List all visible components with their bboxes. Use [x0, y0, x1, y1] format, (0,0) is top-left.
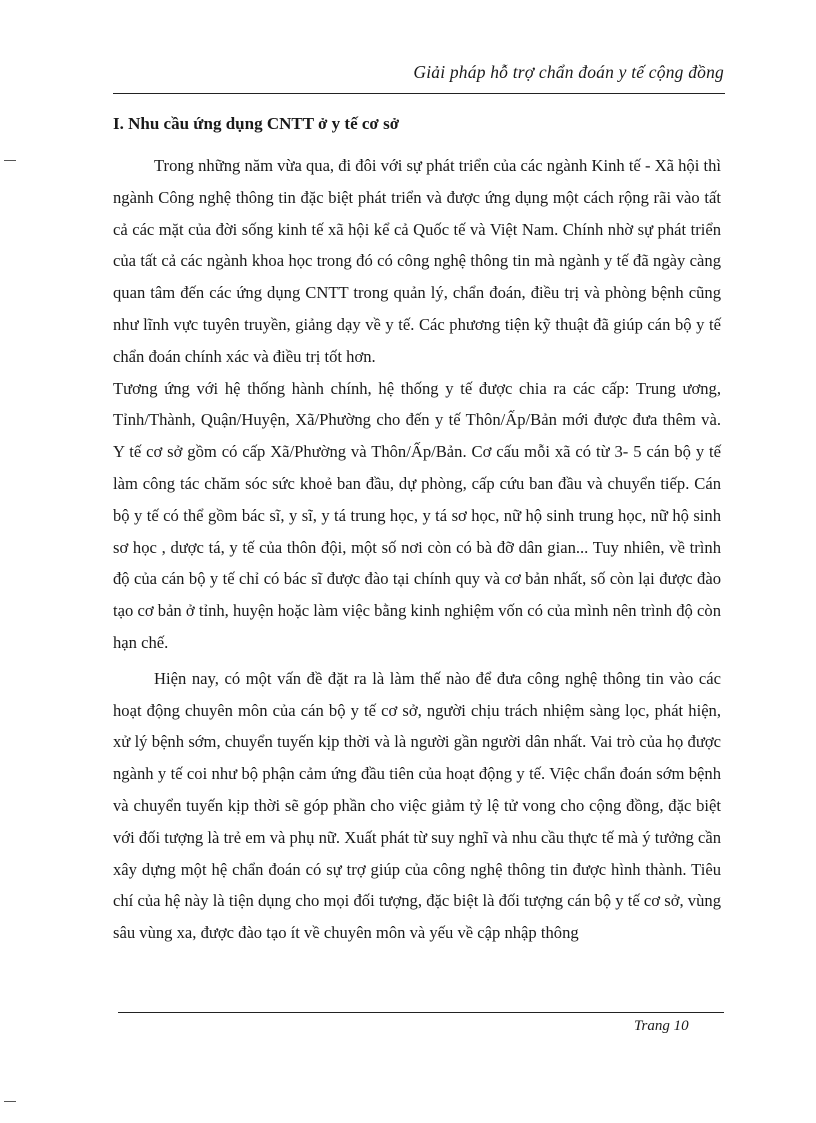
- paragraph-problem-statement: Hiện nay, có một vấn đề đặt ra là làm thế nào để đưa công nghệ thông tin vào các hoạt động chuyên môn của cán bộ y tế cơ sở, người chịu trách nhiệm sàng lọc, phát hiện, xử lý bệnh sớm, chuyển tuyến kịp thời và là người gần người dân nhất. Vai trò của họ được ngành y tế coi như bộ phận cảm ứng đầu tiên của hoạt động y tế. Việc chẩn đoán sớm bệnh và chuyển tuyến kịp thời sẽ góp phần cho việc giảm tỷ lệ tử vong cho cộng đồng, đặc biệt với đối tượng là trẻ em và phụ nữ. Xuất phát từ suy nghĩ và nhu cầu thực tế mà ý tưởng cần xây dựng một hệ chẩn đoán có sự trợ giúp của công nghệ thông tin được hình thành. Tiêu chí của hệ này là tiện dụng cho mọi đối tượng, đặc biệt là đối tượng cán bộ y tế cơ sở, vùng sâu vùng xa, được đào tạo ít về chuyên môn và yếu về cập nhập thông: [113, 668, 721, 943]
- page-number: Trang 10: [634, 1018, 689, 1034]
- margin-tick-mark: [4, 1101, 16, 1102]
- paragraph-intro: Trong những năm vừa qua, đi đôi với sự phát triển của các ngành Kinh tế - Xã hội thì ngành Công nghệ thông tin đặc biệt phát triển và được ứng dụng một cách rộng rãi vào tất cả các mặt của đời sống kinh tế xã hội kể cả Quốc tế và Việt Nam. Chính nhờ sự phát triển của tất cả các ngành khoa học trong đó có công nghệ thông tin mà ngành y tế đã ngày càng quan tâm đến các ứng dụng CNTT trong quản lý, chẩn đoán, điều trị và phòng bệnh cũng như lĩnh vực tuyên truyền, giảng dạy về y tế. Các phương tiện kỹ thuật đã giúp cán bộ y tế chẩn đoán chính xác và điều trị tốt hơn.: [113, 156, 721, 366]
- margin-tick-mark: [4, 160, 16, 161]
- paragraph-health-system: Tương ứng với hệ thống hành chính, hệ thống y tế được chia ra các cấp: Trung ương, Tỉnh/Thành, Quận/Huyện, Xã/Phường cho đến y tế Thôn/Ấp/Bản mới được đưa thêm và. Y tế cơ sở gồm có cấp Xã/Phường và Thôn/Ấp/Bản. Cơ cấu mỗi xã có từ 3- 5 cán bộ y tế làm công tác chăm sóc sức khoẻ ban đầu, dự phòng, cấp cứu ban đầu và chuyển tiếp. Cán bộ y tế có thể gồm bác sĩ, y sĩ, y tá trung học, y tá sơ học, nữ hộ sinh trung học, nữ hộ sinh sơ học , dược tá, y tế của thôn đội, một số nơi còn có bà đỡ dân gian... Tuy nhiên, về trình độ của cán bộ y tế chỉ có bác sĩ được đào tại chính quy và cơ bản nhất, số còn lại được đào tạo cơ bản ở tỉnh, huyện hoặc làm việc bằng kinh nghiệm vốn có của mình nên trình độ còn hạn chế.: [113, 378, 721, 652]
- running-header-title: Giải pháp hỗ trợ chẩn đoán y tế cộng đồng: [413, 62, 724, 82]
- footer-divider: [118, 1012, 724, 1013]
- header-divider: [113, 93, 725, 94]
- section-heading: I. Nhu cầu ứng dụng CNTT ở y tế cơ sở: [113, 114, 400, 133]
- page-body: [113, 112, 721, 949]
